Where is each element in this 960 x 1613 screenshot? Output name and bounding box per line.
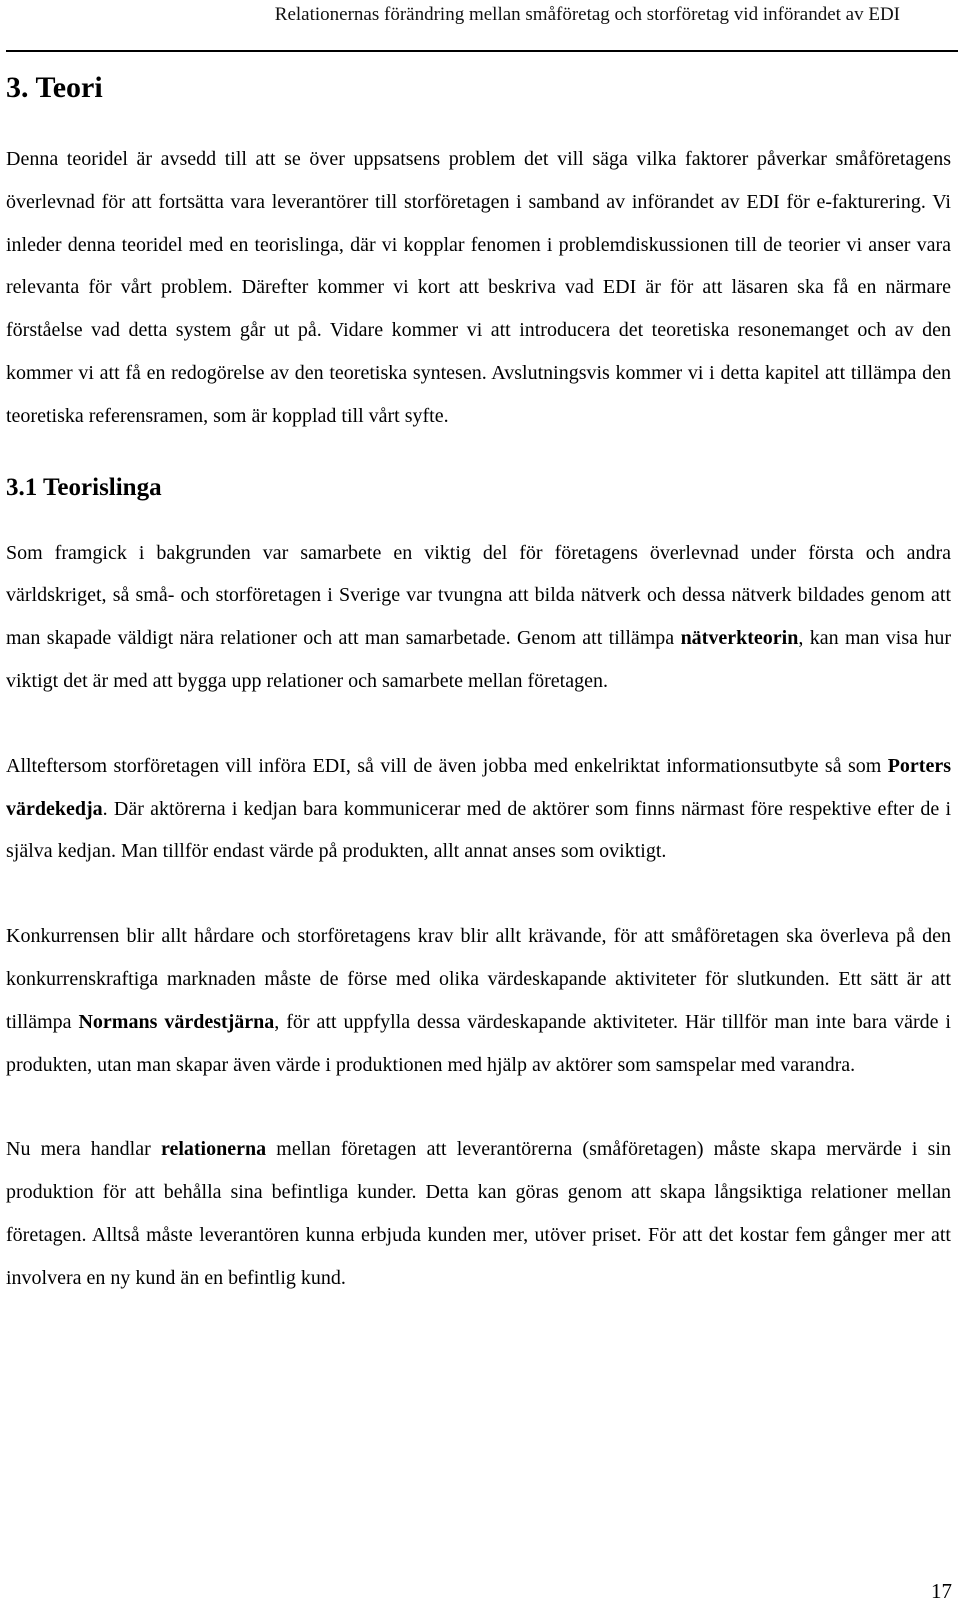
paragraph-text: , för att uppfylla dessa värdeskapande aktiviteter. Här tillför man inte bara värde i produkten, utan man skapar även värde i produktionen med hjälp av aktörer som samspelar med varandra. [6, 1010, 951, 1076]
section-paragraph-3 [6, 915, 951, 1086]
bold-term-relationerna: relationerna [160, 1138, 267, 1161]
chapter-title: 3. Teori [6, 71, 103, 104]
paragraph-text: , kan man visa hur viktigt det är med att bygga upp relationer och samarbete mellan företagen. [6, 627, 952, 692]
paragraph-text: mellan företagen att leverantörerna (småföretagen) måste skapa mervärde i sin produktion för att behålla sina befintliga kunder. Detta kan göras genom att skapa långsiktiga relationer mellan företagen. Alltså måste leverantören kunna erbjuda kunden mer, utöver priset. För att det kostar fem gånger mer att involvera en ny kund än en befintlig kund. [6, 1138, 951, 1289]
section-paragraph-1 [6, 532, 951, 703]
section-paragraph-4 [6, 1128, 951, 1299]
chapter-intro-paragraph: Denna teoridel är avsedd till att se över uppsatsens problem det vill säga vilka faktorer påverkar småföretagens överlevnad för att fortsätta vara leverantörer till storföretagen i samband av införandet av EDI för e-fakturering. Vi inleder denna teoridel med en teorislinga, där vi kopplar fenomen i problemdiskussionen till de teorier vi anser vara relevanta för vårt problem. Därefter kommer vi kort att beskriva vad EDI är för att läsaren ska få en närmare förståelse vad detta system går ut på. Vidare kommer vi att introducera det teoretiska resonemanget och av den kommer vi att få en redogörelse av den teoretiska syntesen. Avslutningsvis kommer vi i detta kapitel att tillämpa den teoretiska referensramen, som är kopplad till vårt syfte. [6, 148, 951, 427]
section-title: 3.1 Teorislinga [6, 473, 162, 501]
bold-term-porters-vardekedja: Porters värdekedja [6, 754, 951, 820]
paragraph-text: Allteftersom storföretagen vill införa EDI, så vill de även jobba med enkelriktat informationsutbyte så som [6, 754, 888, 777]
paragraph-text: Nu mera handlar [6, 1138, 161, 1161]
paragraph-text: Konkurrensen blir allt hårdare och storföretagens krav blir allt krävande, för att småföretagen ska överleva på den konkurrenskraftiga marknaden måste de förse med olika värdeskapande aktiviteter för slutkunden. Ett sätt är att tillämpa [6, 925, 951, 1033]
page-content [6, 64, 951, 1342]
header-rule [6, 50, 958, 52]
section-paragraph-2 [6, 745, 951, 873]
bold-term-natverkteorin: nätverkteorin [680, 627, 799, 650]
paragraph-text: . Där aktörerna i kedjan bara kommunicerar med de aktörer som finns närmast före respektive efter de i själva kedjan. Man tillför endast värde på produkten, allt annat anses som oviktigt. [6, 797, 951, 863]
bold-term-normans-vardestjarna: Normans värdestjärna [78, 1010, 275, 1033]
running-header: Relationernas förändring mellan småföretag och storföretag vid införandet av EDI [274, 4, 900, 25]
page-number: 17 [931, 1579, 952, 1603]
paragraph-text: Som framgick i bakgrunden var samarbete en viktig del för företagens överlevnad under första och andra världskriget, så små- och storföretagen i Sverige var tvungna att bilda nätverk och dessa nätverk bildades genom att man skapade väldigt nära relationer och att man samarbetade. Genom att tillämpa [6, 541, 951, 650]
